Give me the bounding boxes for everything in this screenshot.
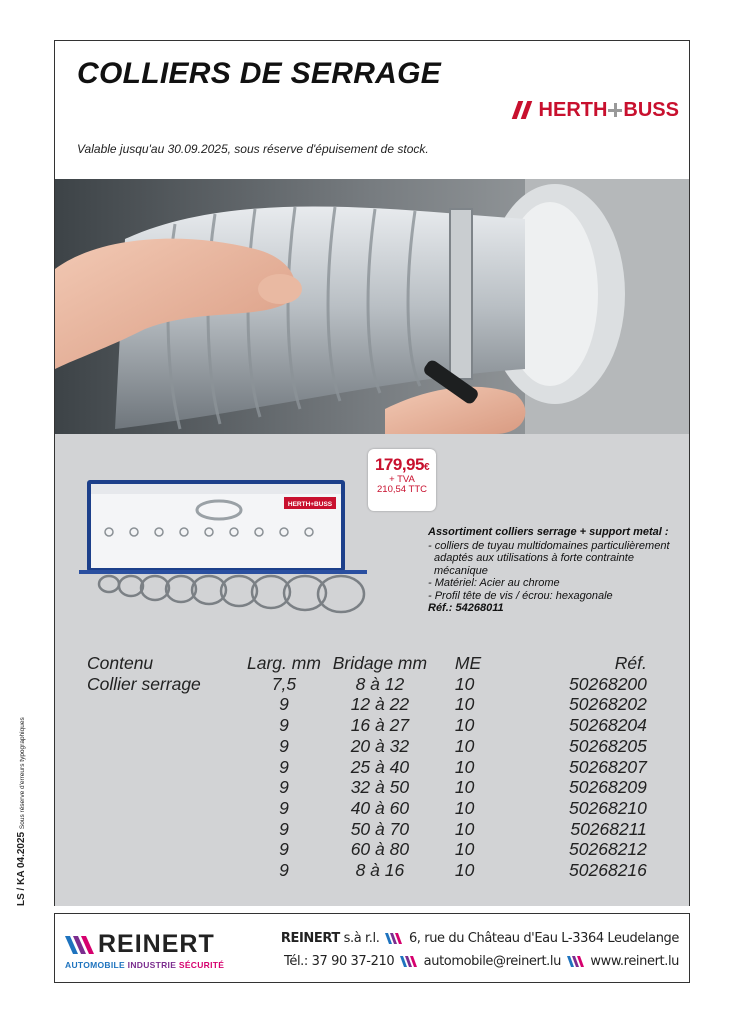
separator-slashes-icon [400, 956, 418, 967]
cell: 9 [279, 694, 289, 715]
cell: 10 [454, 860, 475, 881]
cell [87, 736, 247, 757]
cell: 50268216 [569, 860, 647, 881]
cell: 8 à 16 [355, 860, 405, 881]
table-row [87, 694, 647, 715]
page-title: COLLIERS DE SERRAGE [77, 57, 442, 90]
table-row [87, 757, 647, 778]
cell [87, 798, 247, 819]
footer-contact-line [284, 954, 679, 969]
cell: 50268200 [569, 673, 647, 694]
reinert-logo-word: REINERT [98, 930, 215, 958]
cell: 50268210 [569, 797, 647, 818]
cell: 50268202 [569, 694, 647, 715]
cell: 10 [454, 694, 475, 715]
tag-automobile: AUTOMOBILE [65, 960, 125, 970]
description-heading: Assortiment colliers serrage + support metal : [428, 526, 669, 538]
footer [54, 913, 690, 983]
cell: 50268212 [569, 839, 647, 860]
cell [87, 839, 247, 860]
display-brand-text: HERTH+BUSS [287, 501, 333, 508]
cell: 50268211 [570, 818, 647, 839]
cell: 32 à 50 [350, 777, 410, 798]
company-phone: Tél.: 37 90 37-210 [284, 954, 395, 969]
clamp-assortment-product-image [69, 472, 369, 622]
cell: 10 [454, 673, 475, 694]
cell: Collier serrage [87, 673, 201, 694]
offer-panel [55, 434, 689, 906]
cell: 50268204 [569, 715, 647, 736]
cell: 7,5 [271, 673, 297, 694]
cell: 9 [279, 860, 289, 881]
reinert-slashes-icon [65, 936, 95, 954]
separator-slashes-icon [385, 933, 403, 944]
table-row [87, 839, 647, 860]
clamp-display-illustration [69, 472, 369, 622]
cell [87, 860, 247, 881]
herth-buss-logo [513, 99, 679, 121]
cell [87, 694, 247, 715]
cell: 10 [454, 839, 475, 860]
cell [87, 777, 247, 798]
cell: 10 [454, 818, 475, 839]
reinert-tagline [65, 960, 224, 970]
table-row [87, 715, 647, 736]
table-row [87, 777, 647, 798]
cell: 10 [454, 756, 475, 777]
description-ref: Réf.: 54268011 [428, 602, 504, 614]
cell [87, 819, 247, 840]
plus-icon [608, 103, 622, 117]
table-row [87, 798, 647, 819]
col-header-ref: Réf. [614, 653, 647, 673]
table-row [87, 736, 647, 757]
validity-note: Valable jusqu'au 30.09.2025, sous réserve d'épuisement de stock. [77, 142, 429, 156]
price-vat: + TVA [389, 474, 415, 485]
company-suffix: s.à r.l. [343, 931, 380, 946]
hand-tightening-clamp-on-duct-photo [55, 179, 689, 434]
company-name: REINERT [280, 931, 340, 946]
cell: 9 [279, 756, 289, 777]
col-header-largeur: Larg. mm [247, 653, 321, 673]
col-header-contenu: Contenu [87, 653, 154, 673]
cell: 50 à 70 [350, 818, 410, 839]
cell: 8 à 12 [355, 673, 405, 694]
spec-table [87, 653, 647, 881]
cell: 10 [454, 735, 475, 756]
brand-left: HERTH [538, 98, 608, 121]
side-note-disclaimer: Sous réserve d'erreurs typographiques [19, 717, 26, 830]
description-bullet-1: - colliers de tuyau multidomaines particulièrement [428, 539, 670, 552]
side-note-code: LS / KA 04.2025 [16, 831, 27, 906]
cell: 25 à 40 [350, 756, 410, 777]
table-row [87, 860, 647, 881]
duct-photo-illustration [55, 179, 689, 434]
brand-right: BUSS [623, 98, 679, 121]
currency: € [423, 462, 430, 473]
cell: 12 à 22 [350, 694, 410, 715]
cell: 40 à 60 [350, 797, 410, 818]
cell: 9 [279, 797, 289, 818]
description-bullet-3: - Profil tête de vis / écrou: hexagonale [428, 589, 613, 602]
cell: 16 à 27 [350, 715, 410, 736]
cell: 9 [279, 818, 289, 839]
cell: 9 [279, 777, 289, 798]
cell: 10 [454, 715, 475, 736]
tag-industrie: INDUSTRIE [127, 960, 177, 970]
product-description [428, 526, 688, 615]
cell [87, 715, 247, 736]
col-header-bridage: Bridage mm [332, 653, 428, 673]
tag-securite: SÉCURITÉ [178, 960, 225, 970]
company-email[interactable]: automobile@reinert.lu [423, 954, 561, 969]
cell: 50268209 [569, 777, 647, 798]
col-header-me: ME [454, 653, 482, 673]
cell: 9 [279, 715, 289, 736]
herth-buss-mark-icon [513, 101, 535, 119]
description-bullet-1-cont-2: mécanique [434, 564, 488, 577]
description-bullet-2: - Matériel: Acier au chrome [428, 577, 560, 589]
flyer-frame [54, 40, 690, 906]
cell [87, 757, 247, 778]
cell: 50268205 [569, 735, 647, 756]
price-main: 179,95 [374, 455, 424, 474]
table-row [87, 819, 647, 840]
company-address: 6, rue du Château d'Eau L-3364 Leudelange [408, 931, 679, 946]
company-website[interactable]: www.reinert.lu [590, 954, 679, 969]
cell: 20 à 32 [350, 735, 410, 756]
price-badge [368, 449, 436, 511]
spec-table-header [87, 653, 647, 674]
cell: 9 [279, 735, 289, 756]
price-ttc: 210,54 TTC [377, 484, 427, 495]
table-row [87, 674, 647, 695]
side-note [16, 717, 27, 906]
reinert-logo [65, 930, 224, 970]
cell: 10 [454, 777, 475, 798]
description-bullet-1-cont: adaptés aux utilisations à forte contrainte [434, 552, 634, 564]
separator-slashes-icon [567, 956, 585, 967]
cell: 60 à 80 [350, 839, 410, 860]
cell: 50268207 [569, 756, 647, 777]
footer-address-line [281, 931, 679, 946]
cell: 10 [454, 797, 475, 818]
cell: 9 [279, 839, 289, 860]
